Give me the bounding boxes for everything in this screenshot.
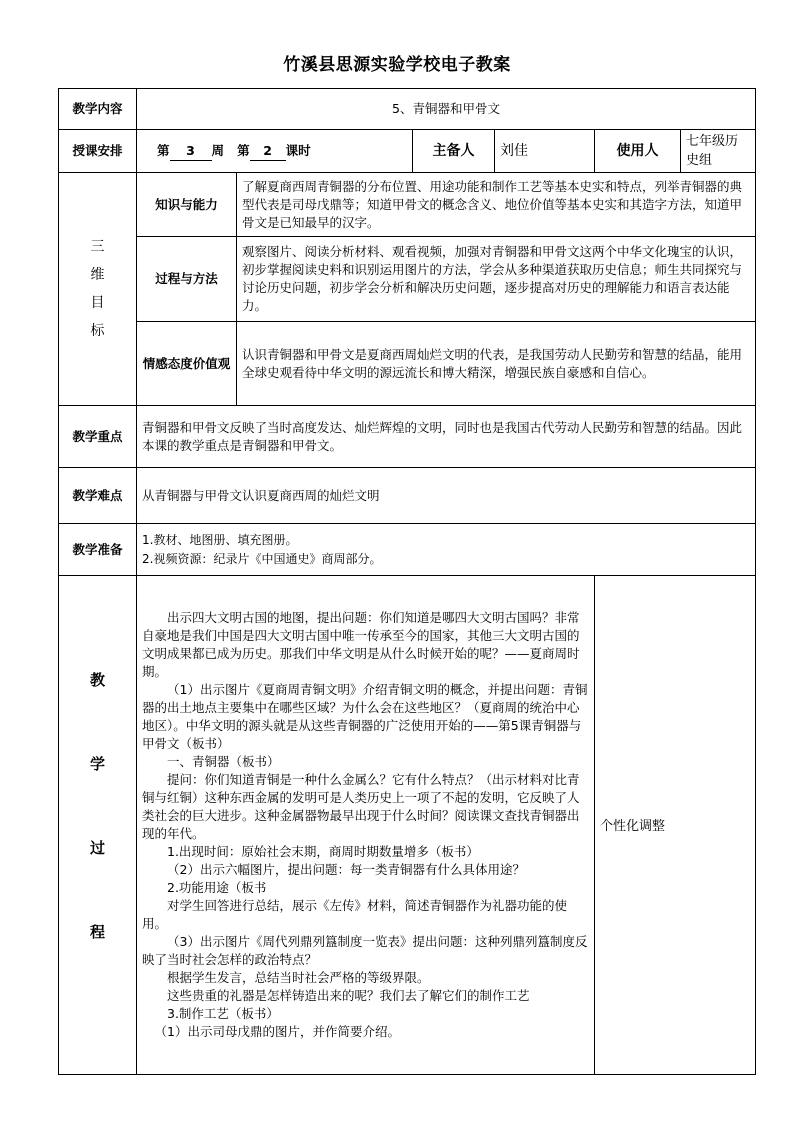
key-point-text: 青铜器和甲骨文反映了当时高度发达、灿烂辉煌的文明，同时也是我国古代劳动人民勤劳和智慧的结晶。因此本课的教学重点是青铜器和甲骨文。 [137, 406, 756, 468]
key-point-row [59, 406, 756, 468]
process-paragraph: （3）出示图片《周代列鼎列簋制度一览表》提出问题：这种列鼎列簋制度反映了当时社会怎样的政治特点？ [142, 934, 588, 967]
process-paragraph: （1）出示司母戊鼎的图片，并作简要介绍。 [154, 1024, 400, 1039]
process-paragraph: 一、青铜器（板书） [167, 754, 280, 769]
process-paragraph: 2.功能用途（板书 [167, 880, 267, 895]
difficulty-label: 教学难点 [59, 468, 137, 524]
objective-row-values [59, 322, 756, 406]
preparer-label: 主备人 [413, 130, 495, 173]
process-paragraph: 对学生回答进行总结，展示《左传》材料，简述青铜器作为礼器功能的使用。 [142, 898, 568, 931]
schedule-label: 授课安排 [59, 130, 137, 173]
lesson-plan-table [58, 88, 756, 1075]
key-point-label: 教学重点 [59, 406, 137, 468]
personalized-adjustment: 个性化调整 [595, 576, 756, 1075]
page-title: 竹溪县思源实验学校电子教案 [283, 55, 511, 75]
preparation-text: 1.教材、地图册、填充图册。 2.视频资源：纪录片《中国通史》商周部分。 [137, 524, 756, 576]
content-value: 5、青铜器和甲骨文 [137, 89, 756, 130]
process-paragraph: （1）出示图片《夏商周青铜文明》介绍青铜文明的概念，并提出问题：青铜器的出土地点主要集中在哪些区域？为什么会在这些地区？（夏商周的统治中心地区）。中华文明的源头就是从这些青铜器的广泛使用开始的——第5课青铜器与甲骨文（板书） [142, 682, 588, 751]
objective-text-values: 认识青铜器和甲骨文是夏商西周灿烂文明的代表，是我国劳动人民勤劳和智慧的结晶，能用全球史观看待中华文明的源远流长和博大精深，增强民族自豪感和自信心。 [237, 322, 756, 406]
schedule-row [59, 130, 756, 173]
process-label: 教 学 过 程 [59, 576, 137, 1075]
process-paragraph: 1.出现时间：原始社会末期，商周时期数量增多（板书） [167, 844, 479, 859]
user-label: 使用人 [595, 130, 681, 173]
class-number: 2 [250, 142, 286, 161]
user-value: 七年级历史组 [681, 130, 756, 173]
objective-row-knowledge [59, 173, 756, 237]
objective-row-process [59, 237, 756, 322]
week-number: 3 [170, 142, 212, 161]
process-text [137, 576, 595, 1075]
objectives-label: 三 维 目 标 [59, 173, 137, 406]
process-paragraph: 3.制作工艺（板书） [167, 1006, 279, 1021]
objective-text-knowledge: 了解夏商西周青铜器的分布位置、用途功能和制作工艺等基本史实和特点，列举青铜器的典型代表是司母戊鼎等；知道甲骨文的概念含义、地位价值等基本史实和其造字方法，知道甲骨文是已知最早的汉字。 [237, 173, 756, 237]
preparer-value: 刘佳 [495, 130, 595, 173]
difficulty-row [59, 468, 756, 524]
preparation-row [59, 524, 756, 576]
difficulty-text: 从青铜器与甲骨文认识夏商西周的灿烂文明 [137, 468, 756, 524]
process-row [59, 576, 756, 1075]
objective-label-knowledge: 知识与能力 [137, 173, 237, 237]
objective-label-process: 过程与方法 [137, 237, 237, 322]
process-paragraph: 根据学生发言，总结当时社会严格的等级界限。 [167, 970, 430, 985]
content-row [59, 89, 756, 130]
schedule-value: 第 3 周 第 2 课时 [137, 130, 413, 173]
process-paragraph: 这些贵重的礼器是怎样铸造出来的呢？我们去了解它们的制作工艺 [167, 988, 530, 1003]
process-paragraph: （2）出示六幅图片，提出问题：每一类青铜器有什么具体用途？ [167, 862, 525, 877]
process-paragraph: 提问：你们知道青铜是一种什么金属么？它有什么特点？（出示材料对比青铜与红铜）这种东西金属的发明可是人类历史上一项了不起的发明，它反映了人类社会的巨大进步。这种金属器物最早出现于什么时间？阅读课文查找青铜器出现的年代。 [142, 772, 580, 841]
process-paragraph: 出示四大文明古国的地图，提出问题：你们知道是哪四大文明古国吗？非常自豪地是我们中国是四大文明古国中唯一传承至今的国家，其他三大文明古国的文明成果都已成为历史。那我们中华文明是从什么时候开始的呢？——夏商周时期。 [142, 610, 580, 679]
objective-text-process: 观察图片、阅读分析材料、观看视频，加强对青铜器和甲骨文这两个中华文化瑰宝的认识，初步掌握阅读史料和识别运用图片的方法，学会从多种渠道获取历史信息；师生共同探究与讨论历史问题，初步学会分析和解决历史问题，逐步提高对历史的理解能力和语言表达能力。 [237, 237, 756, 322]
content-label: 教学内容 [59, 89, 137, 130]
preparation-label: 教学准备 [59, 524, 137, 576]
objective-label-values: 情感态度价值观 [137, 322, 237, 406]
